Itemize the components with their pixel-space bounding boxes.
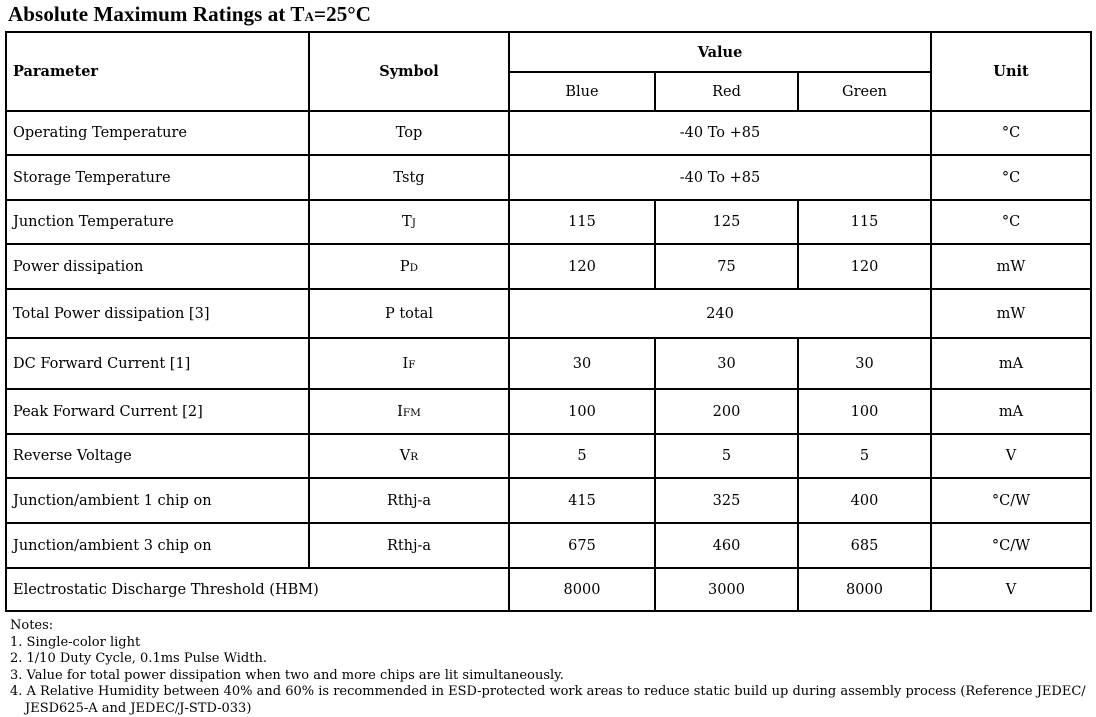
title-subscript: A (304, 9, 315, 24)
row-value-red: 200 (655, 389, 798, 434)
notes-section (10, 618, 1090, 717)
row-unit: °C/W (931, 523, 1091, 568)
row-symbol (309, 338, 509, 389)
row-value-green: 100 (798, 389, 931, 434)
title-main: Absolute Maximum Ratings at T (8, 2, 305, 26)
row-symbol (309, 200, 509, 244)
row-parameter: Electrostatic Discharge Threshold (HBM) (6, 568, 509, 611)
row-symbol (309, 244, 509, 289)
note-item: 3. Value for total power dissipation when two and more chips are lit simultaneously. (10, 667, 564, 683)
row-parameter: Junction/ambient 1 chip on (6, 478, 309, 523)
row-value-blue: 5 (509, 434, 655, 478)
symbol-subscript: F (408, 358, 416, 371)
row-value-merged: -40 To +85 (509, 155, 931, 200)
row-value-green: 8000 (798, 568, 931, 611)
row-parameter: Total Power dissipation [3] (6, 289, 309, 338)
row-parameter: Operating Temperature (6, 111, 309, 155)
ratings-table (5, 31, 1092, 612)
row-symbol (309, 389, 509, 434)
header-parameter: Parameter (6, 32, 309, 111)
row-value-blue: 8000 (509, 568, 655, 611)
header-row-top (6, 32, 1091, 72)
row-parameter: Junction/ambient 3 chip on (6, 523, 309, 568)
row-symbol: Tstg (309, 155, 509, 200)
table-row (6, 289, 1091, 338)
row-value-green: 120 (798, 244, 931, 289)
row-value-blue: 415 (509, 478, 655, 523)
row-symbol: Rthj-a (309, 478, 509, 523)
row-value-red: 5 (655, 434, 798, 478)
table-row (6, 478, 1091, 523)
title-tail: =25°C (314, 2, 372, 26)
symbol-subscript: D (409, 261, 419, 274)
notes-heading: Notes: (10, 618, 54, 633)
table-row (6, 338, 1091, 389)
table-row (6, 568, 1091, 611)
row-value-green: 30 (798, 338, 931, 389)
table-row (6, 434, 1091, 478)
note-item: 1. Single-color light (10, 634, 141, 650)
symbol-main: T (402, 214, 412, 230)
row-unit: °C (931, 155, 1091, 200)
header-unit: Unit (931, 32, 1091, 111)
symbol-subscript: R (410, 451, 419, 463)
table-row (6, 523, 1091, 568)
row-value-red: 30 (655, 338, 798, 389)
row-value-red: 125 (655, 200, 798, 244)
row-symbol (309, 434, 509, 478)
row-parameter: Storage Temperature (6, 155, 309, 200)
note-item-continuation: JESD625-A and JEDEC/J-STD-033) (25, 700, 252, 716)
row-value-merged: 240 (509, 289, 931, 338)
row-unit: °C (931, 111, 1091, 155)
row-unit: V (931, 434, 1091, 478)
row-value-merged: -40 To +85 (509, 111, 931, 155)
note-item: 4. A Relative Humidity between 40% and 60% is recommended in ESD-protected work areas to reduce static build up during assembly process (Reference JEDEC/ (10, 684, 1086, 699)
symbol-subscript: FM (402, 406, 421, 419)
header-color-red: Red (655, 72, 798, 111)
row-value-red: 325 (655, 478, 798, 523)
symbol-main: V (399, 448, 411, 464)
table-row (6, 155, 1091, 200)
header-color-blue: Blue (509, 72, 655, 111)
row-parameter: Peak Forward Current [2] (6, 389, 309, 434)
row-value-blue: 100 (509, 389, 655, 434)
row-parameter: Reverse Voltage (6, 434, 309, 478)
header-color-green: Green (798, 72, 931, 111)
row-value-blue: 115 (509, 200, 655, 244)
row-value-red: 75 (655, 244, 798, 289)
row-symbol: P total (309, 289, 509, 338)
row-unit: mA (931, 338, 1091, 389)
row-value-green: 685 (798, 523, 931, 568)
row-unit: mW (931, 244, 1091, 289)
row-unit: V (931, 568, 1091, 611)
row-unit: mA (931, 389, 1091, 434)
row-unit: °C (931, 200, 1091, 244)
row-value-red: 3000 (655, 568, 798, 611)
row-value-green: 400 (798, 478, 931, 523)
row-parameter: Junction Temperature (6, 200, 309, 244)
row-value-blue: 675 (509, 523, 655, 568)
row-unit: mW (931, 289, 1091, 338)
header-symbol: Symbol (309, 32, 509, 111)
page-title (8, 2, 371, 27)
symbol-subscript: J (411, 217, 416, 229)
row-value-green: 115 (798, 200, 931, 244)
row-symbol: Rthj-a (309, 523, 509, 568)
header-value: Value (509, 32, 931, 72)
table-row (6, 111, 1091, 155)
row-symbol: Top (309, 111, 509, 155)
note-item: 2. 1/10 Duty Cycle, 0.1ms Pulse Width. (10, 651, 267, 666)
row-parameter: DC Forward Current [1] (6, 338, 309, 389)
row-parameter: Power dissipation (6, 244, 309, 289)
row-value-blue: 30 (509, 338, 655, 389)
table-row (6, 389, 1091, 434)
row-unit: °C/W (931, 478, 1091, 523)
row-value-blue: 120 (509, 244, 655, 289)
row-value-red: 460 (655, 523, 798, 568)
symbol-main: I (397, 403, 403, 420)
row-value-green: 5 (798, 434, 931, 478)
table-row (6, 244, 1091, 289)
symbol-main: P (399, 258, 410, 275)
table-row (6, 200, 1091, 244)
symbol-main: I (402, 355, 409, 372)
